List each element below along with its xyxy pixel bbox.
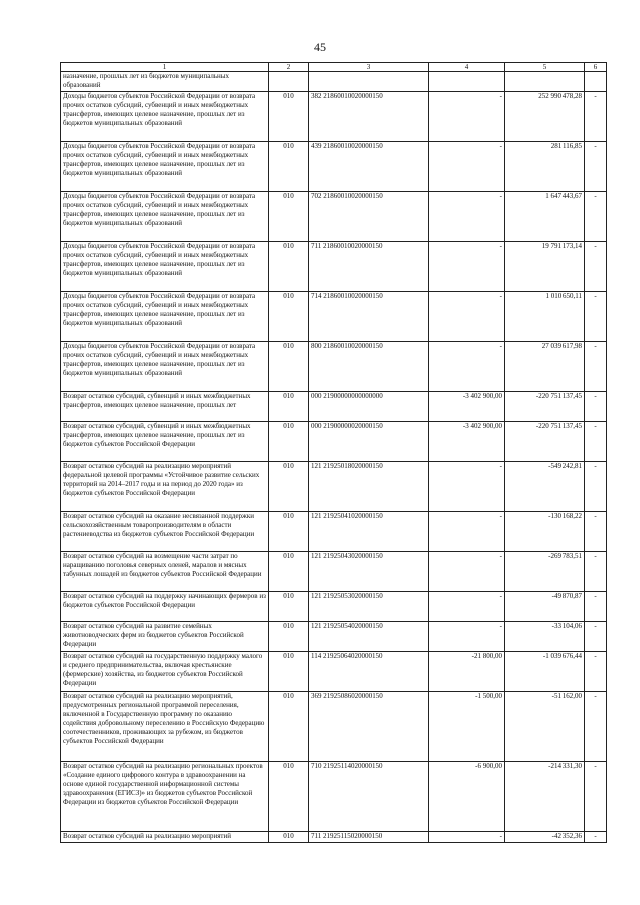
row-col5-cell: -269 783,51 [505,552,585,592]
header-cell: 5 [505,63,585,72]
row-col4-cell: - [429,622,505,652]
table-row [61,652,607,692]
row-col6-cell [585,72,607,92]
row-col6-cell: - [585,392,607,422]
row-kbk-cell: 000 21900000020000150 [309,422,429,462]
row-col5-cell: 19 791 173,14 [505,242,585,292]
row-name-cell: Возврат остатков субсидий, субвенций и иных межбюджетных трансфертов, имеющих целевое назначение, прошлых лет из бюджетов субъектов Российской Федерации [61,422,269,462]
row-kbk-cell: 121 21925041020000150 [309,512,429,552]
table-row [61,832,607,843]
row-kbk-cell: 711 21925115020000150 [309,832,429,843]
row-code-cell: 010 [269,622,309,652]
row-col4-cell: -6 900,00 [429,762,505,832]
row-col4-cell: -21 800,00 [429,652,505,692]
row-kbk-cell: 369 21925086020000150 [309,692,429,762]
header-cell: 6 [585,63,607,72]
row-name-cell: Возврат остатков субсидий на реализацию региональных проектов «Создание единого цифрового контура в здравоохранении на основе единой государственной информационной системы здравоохранения (ЕГИСЗ)» из бюджетов субъектов Российской Федерации из бюджетов субъектов Российской Федерации [61,762,269,832]
row-col6-cell: - [585,622,607,652]
row-col6-cell: - [585,692,607,762]
row-col6-cell: - [585,762,607,832]
row-col5-cell: -549 242,81 [505,462,585,512]
row-col5-cell: 1 647 443,67 [505,192,585,242]
row-name-cell: Доходы бюджетов субъектов Российской Федерации от возврата прочих остатков субсидий, субвенций и иных межбюджетных трансфертов, имеющих целевое назначение, прошлых лет из бюджетов муниципальных образований [61,242,269,292]
row-code-cell: 010 [269,462,309,512]
row-kbk-cell: 800 21860010020000150 [309,342,429,392]
table-row [61,762,607,832]
row-code-cell: 010 [269,592,309,622]
row-col5-cell: 27 039 617,98 [505,342,585,392]
row-name-cell: Доходы бюджетов субъектов Российской Федерации от возврата прочих остатков субсидий, субвенций и иных межбюджетных трансфертов, имеющих целевое назначение, прошлых лет из бюджетов муниципальных образований [61,192,269,242]
table-row [61,192,607,242]
row-col5-cell: -33 104,06 [505,622,585,652]
row-code-cell: 010 [269,242,309,292]
header-cell: 3 [309,63,429,72]
row-name-cell: Возврат остатков субсидий на поддержку начинающих фермеров из бюджетов субъектов Российской Федерации [61,592,269,622]
row-col5-cell: 252 990 478,28 [505,92,585,142]
row-col4-cell: - [429,242,505,292]
row-col4-cell: - [429,512,505,552]
row-kbk-cell: 711 21860010020000150 [309,242,429,292]
row-col6-cell: - [585,92,607,142]
row-col5-cell: -220 751 137,45 [505,392,585,422]
row-col6-cell: - [585,462,607,512]
header-row [61,63,607,72]
table-row [61,292,607,342]
row-col4-cell: - [429,92,505,142]
row-col4-cell: - [429,592,505,622]
row-kbk-cell: 121 21925018020000150 [309,462,429,512]
report-table [60,62,607,843]
row-kbk-cell: 121 21925054020000150 [309,622,429,652]
row-col6-cell: - [585,292,607,342]
table-row [61,422,607,462]
row-kbk-cell: 714 21860010020000150 [309,292,429,342]
table-row [61,392,607,422]
row-code-cell: 010 [269,192,309,242]
row-code-cell: 010 [269,342,309,392]
row-name-cell: назначение, прошлых лет из бюджетов муниципальных образований [61,72,269,92]
row-col4-cell [429,72,505,92]
row-kbk-cell [309,72,429,92]
row-col5-cell: -214 331,30 [505,762,585,832]
table-body [61,72,607,843]
table-row [61,72,607,92]
row-name-cell: Доходы бюджетов субъектов Российской Федерации от возврата прочих остатков субсидий, субвенций и иных межбюджетных трансфертов, имеющих целевое назначение, прошлых лет из бюджетов муниципальных образований [61,342,269,392]
row-col6-cell: - [585,142,607,192]
row-code-cell: 010 [269,762,309,832]
row-col4-cell: -1 500,00 [429,692,505,762]
row-col5-cell: -51 162,00 [505,692,585,762]
table-row [61,592,607,622]
row-col4-cell: -3 402 900,00 [429,392,505,422]
row-col5-cell: 281 116,85 [505,142,585,192]
row-col4-cell: - [429,552,505,592]
row-col5-cell: -1 039 676,44 [505,652,585,692]
row-kbk-cell: 114 21925064020000150 [309,652,429,692]
row-code-cell: 010 [269,392,309,422]
row-name-cell: Возврат остатков субсидий на развитие семейных животноводческих ферм из бюджетов субъектов Российской Федерации [61,622,269,652]
row-col4-cell: - [429,192,505,242]
row-name-cell: Возврат остатков субсидий на реализацию мероприятий [61,832,269,843]
row-code-cell: 010 [269,692,309,762]
row-name-cell: Доходы бюджетов субъектов Российской Федерации от возврата прочих остатков субсидий, субвенций и иных межбюджетных трансфертов, имеющих целевое назначение, прошлых лет из бюджетов муниципальных образований [61,142,269,192]
page-number: 45 [314,40,326,54]
table-row [61,552,607,592]
row-col4-cell: - [429,142,505,192]
row-col5-cell: -130 168,22 [505,512,585,552]
row-col5-cell: -220 751 137,45 [505,422,585,462]
row-code-cell [269,72,309,92]
row-kbk-cell: 702 21860010020000150 [309,192,429,242]
row-col6-cell: - [585,652,607,692]
row-col6-cell: - [585,832,607,843]
row-code-cell: 010 [269,652,309,692]
table-row [61,92,607,142]
row-col6-cell: - [585,552,607,592]
row-col5-cell: -49 870,87 [505,592,585,622]
row-code-cell: 010 [269,292,309,342]
row-col4-cell: - [429,462,505,512]
row-kbk-cell: 121 21925043020000150 [309,552,429,592]
row-code-cell: 010 [269,422,309,462]
header-cell: 4 [429,63,505,72]
table-row [61,462,607,512]
row-name-cell: Возврат остатков субсидий на оказание несвязанной поддержки сельскохозяйственным товаропроизводителям в области растениеводства из бюджетов субъектов Российской Федерации [61,512,269,552]
table-row [61,142,607,192]
row-code-cell: 010 [269,832,309,843]
row-col4-cell: - [429,832,505,843]
table-row [61,242,607,292]
row-kbk-cell: 439 21860010020000150 [309,142,429,192]
row-code-cell: 010 [269,552,309,592]
row-col5-cell: -42 352,36 [505,832,585,843]
row-col5-cell [505,72,585,92]
row-name-cell: Возврат остатков субсидий на государственную поддержку малого и среднего предпринимательства, включая крестьянские (фермерские) хозяйства, из бюджетов субъектов Российской Федерации [61,652,269,692]
row-col6-cell: - [585,422,607,462]
row-col6-cell: - [585,592,607,622]
table-row [61,692,607,762]
row-name-cell: Возврат остатков субсидий на реализацию мероприятий, предусмотренных региональной программой переселения, включенной в Государственную программу по оказанию содействия добровольному переселению в Российскую Федерацию соотечественников, проживающих за рубежом, из бюджетов субъектов Российской Федерации [61,692,269,762]
table-header [61,63,607,72]
row-kbk-cell: 000 21900000000000000 [309,392,429,422]
row-name-cell: Доходы бюджетов субъектов Российской Федерации от возврата прочих остатков субсидий, субвенций и иных межбюджетных трансфертов, имеющих целевое назначение, прошлых лет из бюджетов муниципальных образований [61,292,269,342]
row-kbk-cell: 710 21925114020000150 [309,762,429,832]
row-col6-cell: - [585,342,607,392]
row-name-cell: Возврат остатков субсидий на реализацию мероприятий федеральной целевой программы «Устойчивое развитие сельских территорий на 2014–2017 годы и на период до 2020 года» из бюджетов субъектов Российской Федерации [61,462,269,512]
row-col4-cell: - [429,342,505,392]
row-col6-cell: - [585,242,607,292]
row-code-cell: 010 [269,142,309,192]
row-code-cell: 010 [269,92,309,142]
header-cell: 2 [269,63,309,72]
row-col4-cell: -3 402 900,00 [429,422,505,462]
row-kbk-cell: 382 21860010020000150 [309,92,429,142]
row-name-cell: Доходы бюджетов субъектов Российской Федерации от возврата прочих остатков субсидий, субвенций и иных межбюджетных трансфертов, имеющих целевое назначение, прошлых лет из бюджетов муниципальных образований [61,92,269,142]
table-row [61,342,607,392]
row-col5-cell: 1 010 650,11 [505,292,585,342]
row-name-cell: Возврат остатков субсидий на возмещение части затрат по наращиванию поголовья северных оленей, маралов и мясных табунных лошадей из бюджетов субъектов Российской Федерации [61,552,269,592]
table-row [61,622,607,652]
row-col6-cell: - [585,192,607,242]
row-col4-cell: - [429,292,505,342]
row-code-cell: 010 [269,512,309,552]
row-col6-cell: - [585,512,607,552]
table-row [61,512,607,552]
row-name-cell: Возврат остатков субсидий, субвенций и иных межбюджетных трансфертов, имеющих целевое назначение, прошлых лет [61,392,269,422]
row-kbk-cell: 121 21925053020000150 [309,592,429,622]
header-cell: 1 [61,63,269,72]
